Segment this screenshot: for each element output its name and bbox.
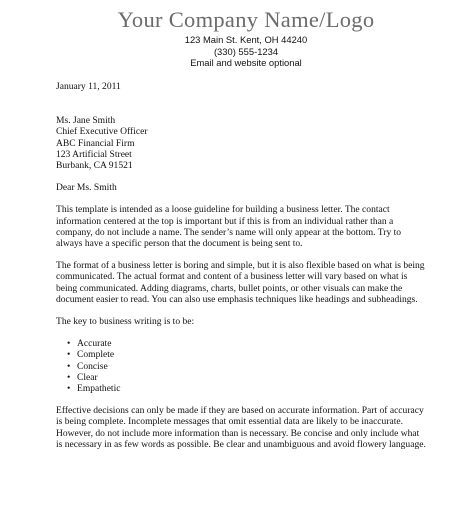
- paragraph-line: This template is intended as a loose guideline for building a business letter. The contact: [56, 204, 390, 216]
- list-item-label: Accurate: [77, 338, 112, 350]
- paragraph-format: [56, 260, 466, 305]
- recipient-company: ABC Financial Firm: [56, 137, 135, 149]
- list-item: [67, 372, 466, 383]
- recipient-block: [56, 115, 466, 171]
- paragraph-line: However, do not include more information than is necessary. Be concise and only include what: [56, 427, 420, 439]
- recipient-name: Ms. Jane Smith: [56, 115, 116, 127]
- company-email-website-note: Email and website optional: [190, 57, 302, 68]
- paragraph-line: is being complete. Incomplete messages that omit essential data are likely to be inaccurate.: [56, 416, 404, 428]
- bullet-icon: •: [67, 383, 71, 395]
- company-phone: (330) 555-1234: [213, 45, 279, 57]
- bullet-icon: •: [67, 338, 71, 350]
- paragraph-line: document easier to read. You can also use emphasis techniques like headings and subheadings.: [56, 293, 418, 305]
- list-item: [67, 383, 466, 394]
- list-item-label: Clear: [77, 371, 98, 383]
- paragraph-line: The format of a business letter is boring and simple, but it is also flexible based on what is being: [56, 260, 425, 272]
- paragraph-line: communicated. The actual format and content of a business letter will vary based on what is: [56, 271, 408, 283]
- paragraph-line: The key to business writing is to be:: [56, 316, 195, 328]
- paragraph-key-intro: [56, 316, 466, 327]
- list-item-label: Concise: [77, 360, 108, 372]
- company-name-logo: Your Company Name/Logo: [117, 7, 375, 32]
- recipient-street: 123 Artificial Street: [56, 148, 132, 160]
- recipient-title: Chief Executive Officer: [56, 126, 148, 138]
- company-address: 123 Main St. Kent, OH 44240: [184, 34, 308, 45]
- bullet-icon: •: [67, 349, 71, 361]
- paragraph-line: Effective decisions can only be made if they are based on accurate information. Part of accuracy: [56, 405, 424, 417]
- list-item-label: Complete: [77, 349, 115, 361]
- paragraph-line: information centered at the top is important but if this is from an individual rather than a: [56, 215, 394, 227]
- list-item: [67, 349, 466, 360]
- paragraph-closing: [56, 405, 466, 450]
- list-item: [67, 361, 466, 372]
- paragraph-line: company, do not include a name. The sender’s name will only appear at the bottom. Try to: [56, 226, 402, 238]
- letterhead: [0, 6, 474, 69]
- paragraph-line: always have a specific person that the document is being sent to.: [56, 238, 303, 250]
- paragraph-line: being communicated. Adding diagrams, charts, bullet points, or other visuals can make the: [56, 282, 403, 294]
- letter-date: January 11, 2011: [56, 81, 121, 92]
- bullet-icon: •: [67, 360, 71, 372]
- list-item: [67, 338, 466, 349]
- list-item-label: Empathetic: [77, 383, 121, 395]
- company-contact: [0, 34, 474, 69]
- paragraph-line: is necessary in as few words as possible. Be clear and unambiguous and avoid flowery language.: [56, 438, 426, 450]
- salutation: Dear Ms. Smith: [56, 182, 117, 194]
- letter-body: [56, 81, 466, 450]
- recipient-city: Burbank, CA 91521: [56, 160, 133, 172]
- paragraph-intro: [56, 204, 466, 249]
- bullet-icon: •: [67, 371, 71, 383]
- bullet-list: [56, 338, 466, 394]
